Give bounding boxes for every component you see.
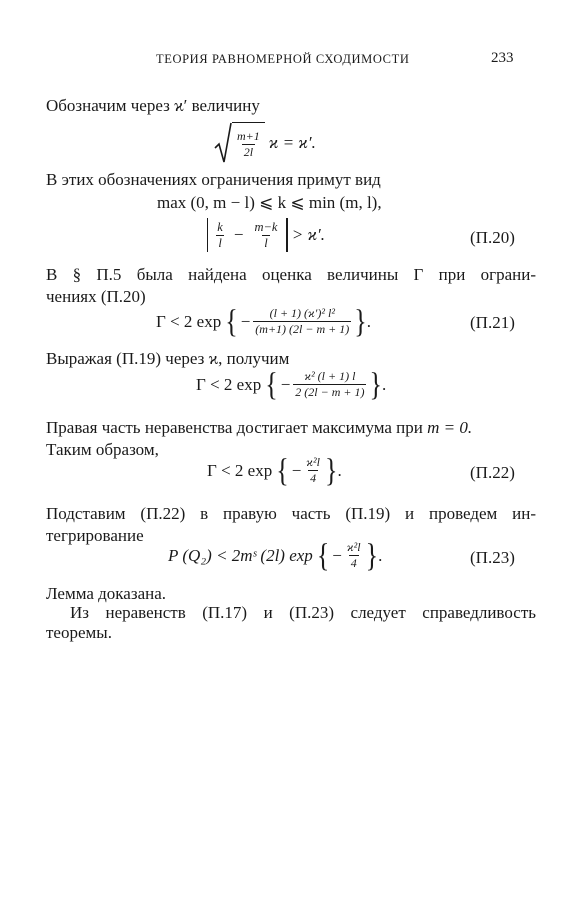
fraction	[345, 541, 363, 570]
equation-kappa-prime	[214, 122, 316, 164]
equation-abs-inequality	[203, 218, 325, 252]
paragraph-line: Выражая (П.19) через ϰ, получим	[46, 349, 290, 368]
equation-rest: .	[337, 460, 342, 480]
fraction	[253, 307, 351, 336]
running-title: ТЕОРИЯ РАВНОМЕРНОЙ СХОДИМОСТИ	[156, 52, 410, 66]
minus-sign: −	[332, 545, 342, 565]
right-brace: }	[324, 451, 338, 488]
equation-lhs: Γ < 2 exp	[207, 460, 273, 480]
paragraph-line: Обозначим через ϰ′ величину	[46, 96, 260, 115]
fraction-denominator: l	[218, 235, 222, 250]
fraction-numerator: m−k	[254, 219, 278, 234]
fraction-numerator: k	[217, 219, 223, 234]
equation-tag: (П.22)	[470, 463, 515, 482]
abs-bar-left	[207, 218, 208, 252]
fraction	[252, 221, 279, 250]
right-brace: }	[365, 536, 379, 573]
paragraph-line: Подставим (П.22) в правую часть (П.19) и проведем ин-	[46, 504, 536, 523]
fraction-denominator: (m+1) (2l − m + 1)	[255, 322, 350, 336]
fraction	[304, 456, 322, 485]
paragraph-line: Таким образом,	[46, 440, 159, 459]
minus-sign: −	[291, 460, 302, 480]
paragraph-line: чениях (П.20)	[46, 287, 146, 306]
paragraph-line: теоремы.	[46, 623, 112, 642]
page-header	[0, 52, 580, 72]
equation-lhs: P (Q₂) < 2mˢ (2l) exp	[168, 545, 313, 565]
equation-rest: ϰ = ϰ′.	[268, 133, 316, 152]
equation-rest: .	[366, 311, 371, 331]
fraction	[215, 221, 225, 250]
equation-tag: (П.23)	[470, 548, 515, 567]
equation-gamma-bound-3	[207, 451, 342, 488]
equation-bounds: max (0, m − l) ⩽ k ⩽ min (m, l),	[157, 193, 382, 212]
paragraph-line	[46, 417, 526, 439]
equation-tag: (П.20)	[470, 228, 515, 247]
fraction-denominator: 2 (2l − m + 1)	[295, 385, 365, 399]
left-brace: {	[276, 451, 289, 488]
paragraph-line: В этих обозначениях ограничения примут вид	[46, 170, 381, 189]
equation-probability-bound	[168, 536, 383, 573]
radical-sign	[214, 122, 265, 164]
equation-rest: .	[381, 374, 387, 394]
equation-gamma-bound-2	[196, 365, 387, 402]
left-brace: {	[265, 365, 278, 402]
fraction-numerator: ϰ² (l + 1) l	[304, 369, 356, 383]
minus-sign: −	[280, 374, 291, 394]
paragraph-line: тегрирование	[46, 526, 144, 545]
left-brace: {	[225, 302, 238, 339]
fraction	[235, 130, 262, 159]
fraction-denominator: 4	[310, 471, 317, 485]
equation-rest: > ϰ′.	[291, 225, 326, 244]
fraction-numerator: ϰ²l	[306, 455, 320, 469]
fraction-denominator: 2l	[243, 145, 254, 159]
equation-lhs: Γ < 2 exp	[196, 374, 262, 394]
minus-sign: −	[240, 311, 251, 331]
left-brace: {	[316, 536, 330, 573]
paragraph-line: Лемма доказана.	[46, 584, 167, 603]
equation-tag: (П.21)	[470, 313, 515, 332]
abs-bar-right	[286, 218, 287, 252]
right-brace: }	[369, 365, 382, 402]
fraction-numerator: ϰ²l	[346, 540, 361, 554]
equation-gamma-bound-1	[156, 302, 371, 339]
minus-sign: −	[233, 225, 244, 244]
equation-rest: .	[378, 545, 383, 565]
paragraph-line: Из неравенств (П.17) и (П.23) следует справедливость	[70, 603, 536, 622]
fraction-numerator: m+1	[237, 129, 260, 143]
inline-math: m = 0.	[427, 418, 473, 437]
fraction-numerator: (l + 1) (ϰ′)² l²	[269, 306, 335, 320]
right-brace: }	[354, 302, 367, 339]
page-number: 233	[491, 50, 514, 66]
fraction-denominator: l	[264, 235, 268, 250]
paragraph-line: В § П.5 была найдена оценка величины Γ при ограни-	[46, 265, 536, 284]
equation-lhs: Γ < 2 exp	[156, 311, 222, 331]
paragraph-text: Правая часть неравенства достигает максимума при	[46, 418, 423, 437]
fraction-denominator: 4	[350, 556, 357, 570]
fraction	[293, 370, 366, 399]
